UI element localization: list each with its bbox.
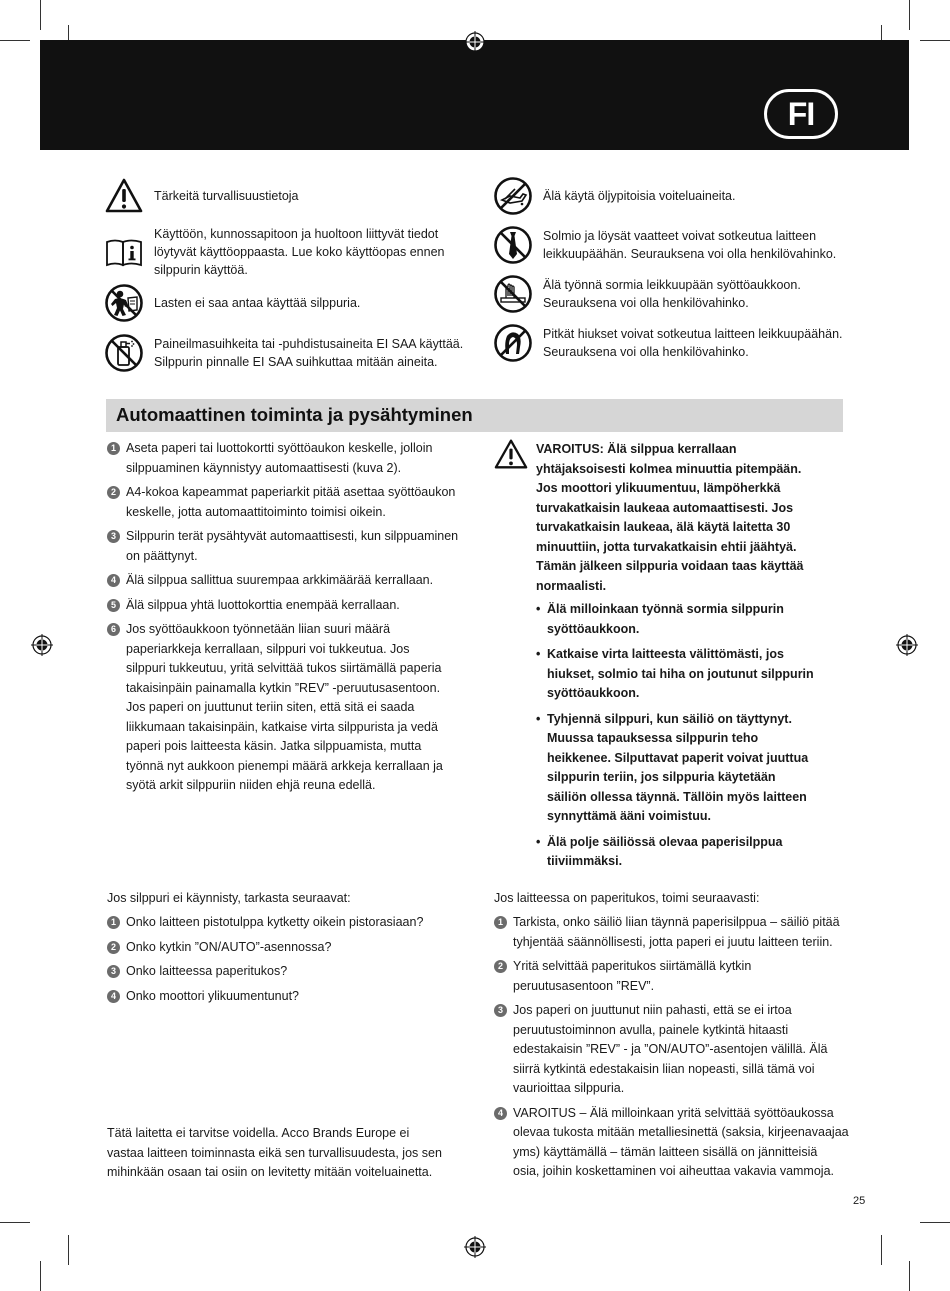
safety-text: Lasten ei saa antaa käyttää silppuria. <box>154 296 361 310</box>
crop-mark <box>0 40 30 41</box>
safety-item <box>493 176 735 216</box>
list-item-text: Silppurin terät pysähtyvät automaattisesti, kun silppuaminen on päättynyt. <box>126 529 459 563</box>
crop-mark <box>40 0 41 30</box>
page-number: 25 <box>853 1195 866 1207</box>
crop-mark <box>0 1222 30 1223</box>
list-item-text: Onko laitteen pistotulppa kytketty oikein pistorasiaan? <box>126 915 424 929</box>
list-item-text: Tarkista, onko säiliö liian täynnä paperisilppua – säiliö pitää tyhjentää säännöllisesti, jotta paperi ei juutu laitteen teriin. <box>513 915 840 949</box>
step-number-badge: 4 <box>107 574 120 587</box>
list-item <box>107 987 467 1007</box>
crop-mark <box>909 0 910 30</box>
safety-text: Käyttöön, kunnossapitoon ja huoltoon liittyvät tiedot löytyvät käyttöoppaasta. Lue koko käyttöopas ennen silppurin käyttöä. <box>154 227 445 277</box>
list-item-text: Onko moottori ylikuumentunut? <box>126 988 300 1003</box>
safety-item <box>493 323 843 363</box>
crop-mark <box>881 1235 882 1265</box>
list-item-text: Jos syöttöaukkoon työnnetään liian suuri määrä paperiarkkeja kerrallaan, silppuri voi tukkeutua. Jos silppuri tukkeutuu, yritä selvittää tukos siirtämällä paperia takaisinpäin painamalla kytkin ”REV” -peruutusasentoon. Jos paperi on juuttunut teriin siten, että sitä ei saada liikkumaan takaisinpäin, katkaise virta silppurista ja vedä paperi pois laitteesta käsin. Jatka silppuamista, mutta työnnä nyt aukkoon pienempi määrä arkkeja kerrallaan ja syötä arkit silppuriin niiden ehjä reuna edellä. <box>126 622 443 792</box>
no-children-icon <box>104 283 144 323</box>
troubleshoot-intro: Jos silppuri ei käynnisty, tarkasta seuraavat: <box>107 891 351 905</box>
list-item <box>107 596 467 616</box>
list-item <box>107 962 467 982</box>
list-item <box>107 483 467 522</box>
list-item-text: VAROITUS – Älä milloinkaan yritä selvittää syöttöaukossa olevaa tukosta mitään metalliesinettä (saksia, kirjeenavaajaa yms) käyttämällä – tämän laitteen sisällä on jännitteisiä osia, joihin koskettaminen voi aiheuttaa vakavia vammoja. <box>513 1105 849 1178</box>
safety-item <box>104 176 299 216</box>
safety-item <box>104 333 463 373</box>
list-item-text: Älä silppua yhtä luottokorttia enempää kerrallaan. <box>126 597 400 612</box>
warning-bullet: • Älä milloinkaan työnnä sormia silppurin syöttöaukkoon. <box>536 600 841 639</box>
troubleshoot-list <box>107 913 467 1011</box>
safety-item <box>493 274 801 314</box>
safety-item <box>104 225 444 279</box>
list-item-text: Onko laitteessa paperitukos? <box>126 964 288 978</box>
warning-block <box>493 440 843 870</box>
jam-intro: Jos laitteessa on paperitukos, toimi seuraavasti: <box>494 891 760 905</box>
crop-mark <box>909 1261 910 1291</box>
step-number-badge: 1 <box>107 442 120 455</box>
crop-mark <box>68 1235 69 1265</box>
safety-item <box>104 283 360 323</box>
step-number-badge: 2 <box>494 960 507 973</box>
warning-text: VAROITUS: Älä silppua kerrallaan yhtäjaksoisesti kolmea minuuttia pitempään. Jos moottori ylikuumentuu, lämpöherkkä turvakatkaisin laukeaa automaattisesti. Jos turvakatkaisin laukeaa, älä käytä laitetta 30 minuuttiin, jotta turvakatkaisin ehtii jäähtyä. Tämän jälkeen silppuria voidaan taas käyttää normaalisti. <box>536 442 804 593</box>
section-title: Automaattinen toiminta ja pysähtyminen <box>116 404 473 425</box>
list-item <box>107 913 467 933</box>
no-fingers-icon <box>493 274 533 314</box>
warning-triangle-icon <box>493 438 529 470</box>
warning-bullets <box>536 600 841 878</box>
list-item-text: A4-kokoa kapeammat paperiarkit pitää asettaa syöttöaukon keskelle, jotta automaattitoiminto toimisi oikein. <box>126 485 456 519</box>
step-number-badge: 2 <box>107 941 120 954</box>
list-item <box>494 913 854 952</box>
step-number-badge: 1 <box>107 916 120 929</box>
registration-mark-icon <box>464 1236 486 1258</box>
safety-text: Älä käytä öljypitoisia voiteluaineita. <box>543 189 736 203</box>
step-number-badge: 2 <box>107 486 120 499</box>
manual-book-icon <box>104 232 144 272</box>
warning-bullet: • Tyhjennä silppuri, kun säiliö on täyttynyt. Muussa tapauksessa silppurin teho heikkenee. Silputtavat paperit voivat juuttua silppurin teriin, jos silppuria käytetään säiliön ollessa täynnä. Tällöin myös laitteen synnyttämä ääni voimistuu. <box>536 710 841 827</box>
crop-mark <box>40 1261 41 1291</box>
safety-item <box>493 225 836 265</box>
step-number-badge: 5 <box>107 599 120 612</box>
safety-text: Tärkeitä turvallisuustietoja <box>154 189 299 203</box>
list-item-text: Jos paperi on juuttunut niin pahasti, että se ei irtoa peruutustoiminnon avulla, painele kytkintä hitaasti edestakaisin ”REV” - ja ”ON/AUTO”-asentojen välillä. Älä siirrä kytkintä edestakaisin liian nopeasti, sillä tämä voi vaurioittaa silppuria. <box>513 1003 828 1095</box>
step-number-badge: 1 <box>494 916 507 929</box>
list-item <box>107 439 467 478</box>
crop-mark <box>920 1222 950 1223</box>
warning-bullet: • Älä polje säiliössä olevaa paperisilppua tiiviimmäksi. <box>536 833 841 872</box>
list-item-text: Aseta paperi tai luottokortti syöttöaukon keskelle, jolloin silppuaminen käynnistyy automaattisesti (kuva 2). <box>126 441 433 475</box>
step-number-badge: 3 <box>494 1004 507 1017</box>
list-item-text: Yritä selvittää paperitukos siirtämällä kytkin peruutusasentoon ”REV”. <box>513 959 752 993</box>
no-aerosol-icon <box>104 333 144 373</box>
safety-text: Paineilmasuihkeita tai -puhdistusaineita EI SAA käyttää. Silppurin pinnalle EI SAA suihkuttaa mitään aineita. <box>154 337 464 369</box>
step-number-badge: 3 <box>107 530 120 543</box>
step-number-badge: 3 <box>107 965 120 978</box>
list-item-text: Onko kytkin ”ON/AUTO”-asennossa? <box>126 939 332 954</box>
maintenance-text: Tätä laitetta ei tarvitse voidella. Acco Brands Europe ei vastaa laitteen toiminnasta eikä sen turvallisuudesta, jos sen mihinkään osaan tai osiin on levitetty mitään voiteluainetta. <box>107 1126 442 1179</box>
list-item <box>494 957 854 996</box>
no-long-hair-icon <box>493 323 533 363</box>
no-oil-lubricant-icon <box>493 176 533 216</box>
list-item <box>107 620 467 796</box>
safety-text: Älä työnnä sormia leikkuupään syöttöaukkoon. Seurauksena voi olla henkilövahinko. <box>543 278 801 310</box>
list-item <box>107 571 467 591</box>
safety-text: Solmio ja löysät vaatteet voivat sotkeutua laitteen leikkuupäähän. Seurauksena voi olla henkilövahinko. <box>543 229 837 261</box>
auto-steps-list <box>107 439 467 801</box>
step-number-badge: 6 <box>107 623 120 636</box>
step-number-badge: 4 <box>107 990 120 1003</box>
safety-text: Pitkät hiukset voivat sotkeutua laitteen leikkuupäähän. Seurauksena voi olla henkilövahinko. <box>543 327 843 359</box>
registration-mark-icon <box>896 634 918 656</box>
warning-bullet: • Katkaise virta laitteesta välittömästi, jos hiukset, solmio tai hiha on joutunut silppurin syöttöaukkoon. <box>536 645 841 704</box>
list-item <box>494 1001 854 1099</box>
step-number-badge: 4 <box>494 1107 507 1120</box>
registration-mark-icon <box>31 634 53 656</box>
list-item <box>107 527 467 566</box>
jam-list <box>494 913 854 1187</box>
language-badge: FI <box>764 89 838 139</box>
registration-mark-icon <box>464 31 486 53</box>
warning-triangle-icon <box>104 176 144 216</box>
list-item <box>107 938 467 958</box>
no-tie-icon <box>493 225 533 265</box>
list-item-text: Älä silppua sallittua suurempaa arkkimäärää kerrallaan. <box>126 573 434 587</box>
list-item <box>494 1104 854 1182</box>
crop-mark <box>920 40 950 41</box>
